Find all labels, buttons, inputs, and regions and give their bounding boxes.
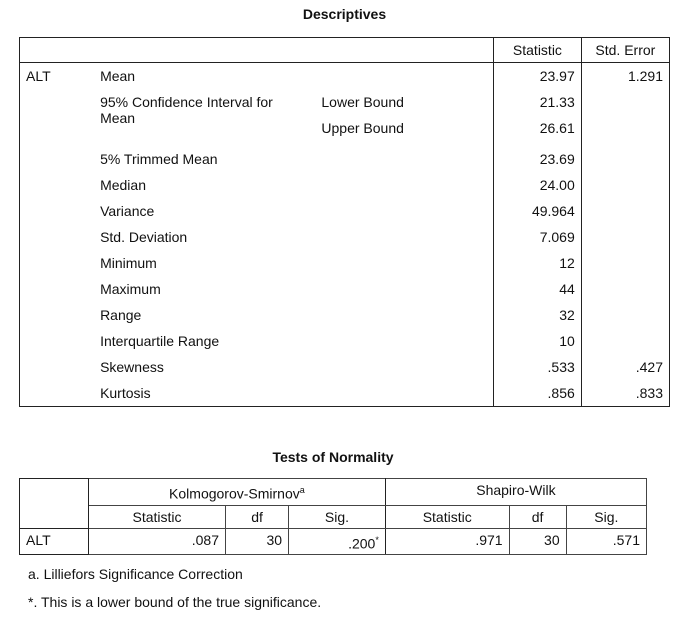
row-label: Median — [100, 177, 146, 193]
footnote-a: a. Lilliefors Significance Correction — [28, 566, 243, 582]
normality-table — [19, 478, 647, 555]
stat-value: .856 — [494, 380, 582, 407]
stat-value: .533 — [494, 354, 582, 380]
header-std-error: Std. Error — [581, 38, 669, 63]
cell-value: .971 — [385, 528, 509, 555]
row-label: 5% Trimmed Mean — [100, 151, 218, 167]
descriptives-table — [19, 37, 670, 407]
row-label: Skewness — [100, 359, 164, 375]
upper-bound-label: Upper Bound — [321, 120, 404, 136]
se-value — [581, 146, 669, 172]
se-value — [581, 224, 669, 250]
ks-header: Kolmogorov-Smirnov$^a$ — [89, 479, 386, 506]
stat-value: 21.33 — [539, 94, 575, 110]
se-value: 1.291 — [581, 63, 669, 90]
sw-header: Shapiro-Wilk — [385, 479, 646, 506]
se-value: .427 — [581, 354, 669, 380]
row-label: Std. Deviation — [100, 229, 188, 245]
se-value — [581, 250, 669, 276]
col-header: Sig. — [289, 505, 386, 528]
table-row — [20, 354, 670, 380]
se-value — [581, 276, 669, 302]
stat-value: 7.069 — [494, 224, 582, 250]
row-label: Range — [100, 307, 142, 323]
table-row — [20, 198, 670, 224]
cell-value: .571 — [566, 528, 646, 555]
se-value — [581, 172, 669, 198]
variable-label: ALT — [26, 68, 51, 84]
header-statistic: Statistic — [494, 38, 582, 63]
cell-value: 30 — [509, 528, 566, 555]
cell-value: .200* — [289, 528, 386, 555]
stat-value: 26.61 — [539, 120, 575, 136]
normality-title: Tests of Normality — [272, 449, 394, 465]
row-label: Maximum — [100, 281, 161, 297]
table-header-row — [20, 479, 647, 506]
se-value — [581, 328, 669, 354]
table-row — [20, 146, 670, 172]
cell-value: .087 — [89, 528, 226, 555]
stat-value: 12 — [494, 250, 582, 276]
row-label: Mean — [100, 68, 136, 84]
table-row — [20, 328, 670, 354]
footnote-star: *. This is a lower bound of the true significance. — [28, 594, 322, 610]
stat-value: 23.69 — [494, 146, 582, 172]
stat-value: 10 — [494, 328, 582, 354]
stat-value: 49.964 — [494, 198, 582, 224]
table-row — [20, 528, 647, 555]
row-label: Minimum — [100, 255, 157, 271]
stat-value: 24.00 — [494, 172, 582, 198]
table-row — [20, 276, 670, 302]
table-row — [20, 89, 670, 146]
row-label: Variance — [100, 203, 155, 219]
col-header: df — [225, 505, 288, 528]
se-value — [581, 198, 669, 224]
col-header: Sig. — [566, 505, 646, 528]
table-row — [20, 224, 670, 250]
stat-value: 44 — [494, 276, 582, 302]
col-header: Statistic — [89, 505, 226, 528]
table-row — [20, 250, 670, 276]
table-header-row — [20, 38, 670, 63]
col-header: df — [509, 505, 566, 528]
col-header: Statistic — [385, 505, 509, 528]
row-label: Kurtosis — [100, 385, 151, 401]
variable-label: ALT — [20, 528, 89, 555]
table-row — [20, 63, 670, 90]
cell-value: 30 — [225, 528, 288, 555]
stat-value: 32 — [494, 302, 582, 328]
se-value — [581, 302, 669, 328]
table-row — [20, 172, 670, 198]
table-subheader-row — [20, 505, 647, 528]
row-label: 95% Confidence Interval for Mean — [100, 94, 273, 126]
table-row — [20, 380, 670, 407]
se-value: .833 — [581, 380, 669, 407]
row-label: Interquartile Range — [100, 333, 220, 349]
table-row — [20, 302, 670, 328]
lower-bound-label: Lower Bound — [321, 94, 404, 110]
stat-value: 23.97 — [494, 63, 582, 90]
descriptives-title: Descriptives — [302, 6, 387, 22]
